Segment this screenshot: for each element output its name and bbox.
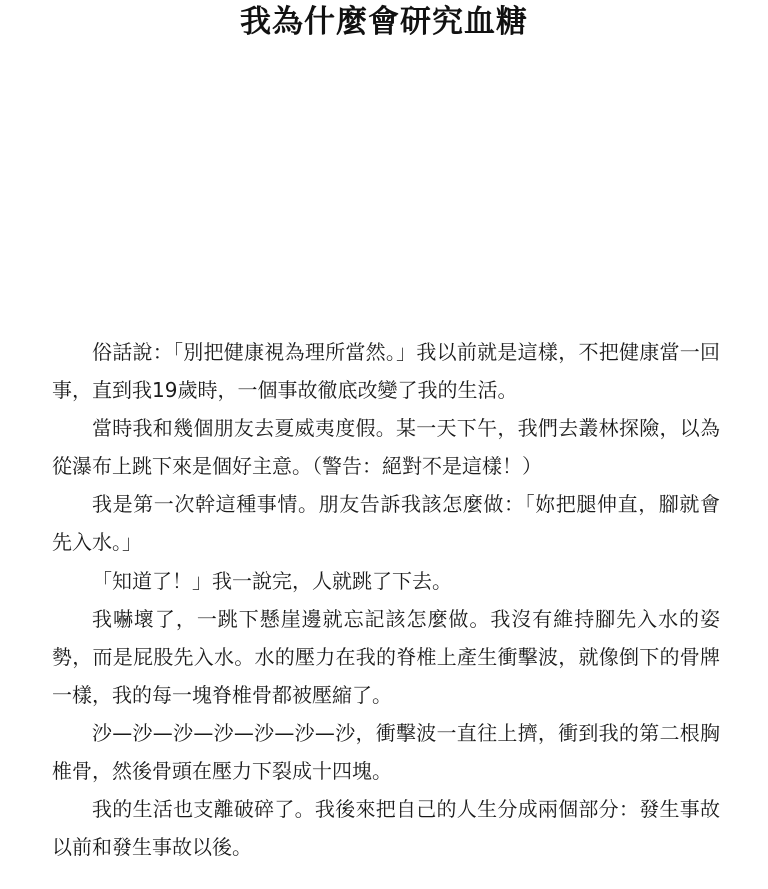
paragraph: 我嚇壞了，一跳下懸崖邊就忘記該怎麼做。我沒有維持腳先入水的姿勢，而是屁股先入水。水的壓力在我的脊椎上產生衝擊波，就像倒下的骨牌一樣，我的每一塊脊椎骨都被壓縮了。 [52, 606, 720, 707]
paragraph: 我的生活也支離破碎了。我後來把自己的人生分成兩個部分：發生事故以前和發生事故以後。 [52, 797, 720, 860]
paragraph: 俗話說：「別把健康視為理所當然。」我以前就是這樣，不把健康當一回事，直到我19歲時，一個事故徹底改變了我的生活。 [52, 340, 720, 403]
paragraph: 當時我和幾個朋友去夏威夷度假。某一天下午，我們去叢林探險，以為從瀑布上跳下來是個好主意。（警告：絕對不是這樣！） [52, 416, 720, 479]
chapter-title: 我為什麼會研究血糖 [240, 4, 528, 40]
chapter-body [52, 333, 720, 866]
paragraph: 「知道了！」我一說完，人就跳了下去。 [92, 568, 452, 593]
paragraph: 我是第一次幹這種事情。朋友告訴我該怎麼做：「妳把腿伸直，腳就會先入水。」 [52, 492, 720, 555]
paragraph: 沙—沙—沙—沙—沙—沙—沙，衝擊波一直往上擠，衝到我的第二根胸椎骨，然後骨頭在壓力下裂成十四塊。 [52, 720, 720, 784]
